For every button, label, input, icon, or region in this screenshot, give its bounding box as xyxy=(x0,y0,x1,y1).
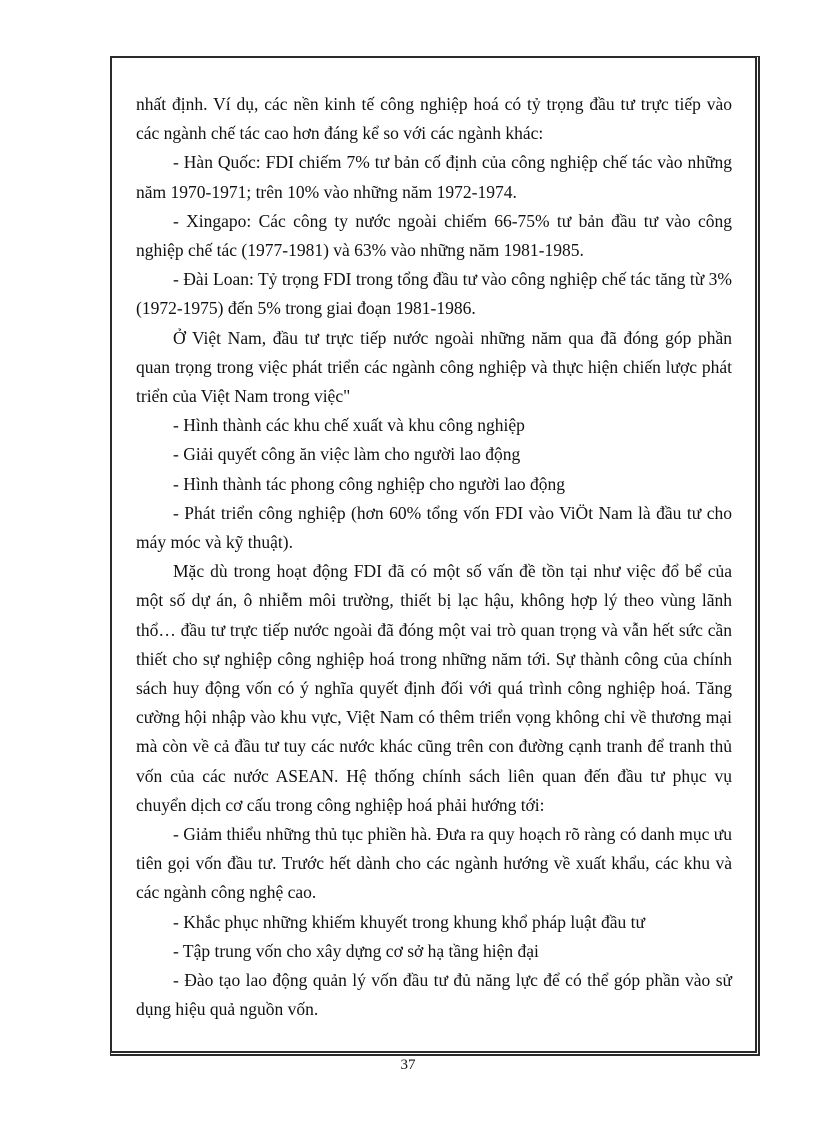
page-number: 37 xyxy=(400,1057,416,1073)
bullet-industrial-style: - Hình thành tác phong công nghiệp cho người lao động xyxy=(173,473,565,494)
paragraph-vietnam-fdi: Ở Việt Nam, đầu tư trực tiếp nước ngoài những năm qua đã đóng góp phần quan trọng trong việc phát triển các ngành công nghiệp và thực hiện chiến lược phát triển của Việt Nam trong việc" xyxy=(136,327,732,407)
bullet-singapore: - Xingapo: Các công ty nước ngoài chiếm 66-75% tư bản đầu tư vào công nghiệp chế tác (1977-1981) và 63% vào những năm 1981-1985. xyxy=(136,210,732,261)
bullet-training: - Đào tạo lao động quản lý vốn đầu tư đủ năng lực để có thể góp phần vào sử dụng hiệu quả nguồn vốn. xyxy=(136,970,732,1020)
bullet-employment: - Giải quyết công ăn việc làm cho người lao động xyxy=(173,444,521,465)
bullet-korea: - Hàn Quốc: FDI chiếm 7% tư bản cố định của công nghiệp chế tác vào những năm 1970-1971; trên 10% vào những năm 1972-1974. xyxy=(136,152,732,202)
document-body xyxy=(136,90,732,1025)
bullet-export-zones: - Hình thành các khu chế xuất và khu công nghiệp xyxy=(173,415,525,436)
paragraph-intro-continuation: nhất định. Ví dụ, các nền kinh tế công nghiệp hoá có tỷ trọng đầu tư trực tiếp vào các ngành chế tác cao hơn đáng kể so với các ngành khác: xyxy=(136,94,732,144)
paragraph-fdi-role: Mặc dù trong hoạt động FDI đã có một số vấn đề tồn tại như việc đổ bể của một số dự án, ô nhiễm môi trường, thiết bị lạc hậu, không hợp lý theo vùng lãnh thổ… đầu tư trực tiếp nước ngoài đã đóng một vai trò quan trọng và vẫn hết sức cần thiết cho sự nghiệp công nghiệp hoá trong những năm tới. Sự thành công của chính sách huy động vốn có ý nghĩa quyết định đối với quá trình công nghiệp hoá. Tăng cường hội nhập vào khu vực, Việt Nam có thêm triển vọng không chỉ về thương mại mà còn về cả đầu tư tuy các nước khác cũng trên con đường cạnh tranh để tranh thủ vốn của các nước ASEAN. Hệ thống chính sách liên quan đến đầu tư phục vụ chuyển dịch cơ cấu trong công nghiệp hoá phải hướng tới: xyxy=(136,561,732,815)
bullet-legal-framework: - Khắc phục những khiếm khuyết trong khung khổ pháp luật đầu tư xyxy=(173,911,645,932)
bullet-infrastructure: - Tập trung vốn cho xây dựng cơ sở hạ tầng hiện đại xyxy=(173,940,539,961)
bullet-industrial-development: - Phát triển công nghiệp (hơn 60% tổng vốn FDI vào ViÖt Nam là đầu tư cho máy móc và kỹ thuật). xyxy=(136,502,732,553)
bullet-taiwan: - Đài Loan: Tỷ trọng FDI trong tổng đầu tư vào công nghiệp chế tác tăng từ 3% (1972-1975) đến 5% trong giai đoạn 1981-1986. xyxy=(136,269,732,319)
bullet-reduce-procedures: - Giảm thiểu những thủ tục phiền hà. Đưa ra quy hoạch rõ ràng có danh mục ưu tiên gọi vốn đầu tư. Trước hết dành cho các ngành hướng về xuất khẩu, các khu và các ngành công nghệ cao. xyxy=(136,824,732,903)
